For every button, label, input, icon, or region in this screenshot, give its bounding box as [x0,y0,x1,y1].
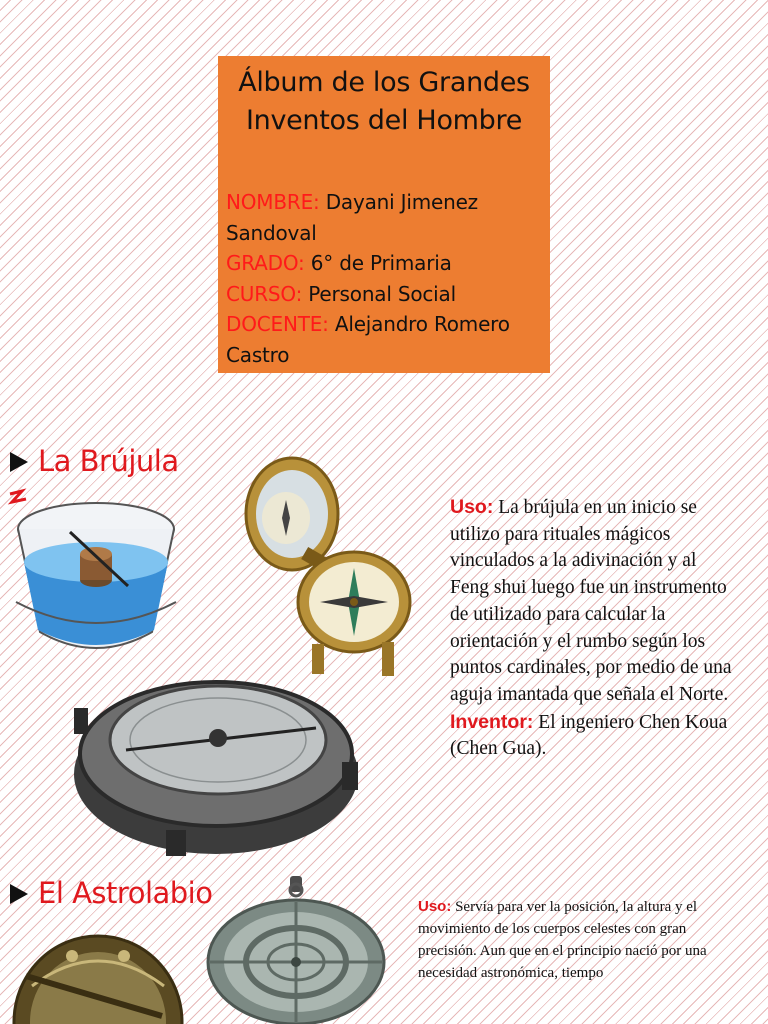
field-value: Alejandro Romero Castro [226,312,510,367]
field-value: Dayani Jimenez Sandoval [226,190,478,245]
antique-compass-image [70,662,362,860]
field-value: 6° de Primaria [304,251,452,275]
astrolabe-image-left [12,916,184,1024]
uso-text: La brújula en un inicio se utilizo para rituales mágicos vinculados a la adivinación y al Feng shui luego fue un instrumento de utilizado para calcular la orientación y el rumbo según los puntos cardinales, por medio de una aguja imantada que señala el Norte. [450,497,732,705]
bullet-arrow-icon [10,884,28,904]
brujula-description [450,494,740,763]
album-title [226,64,542,140]
title-line-1: Álbum de los Grandes [238,67,530,98]
field-grado [226,248,542,279]
bullet-arrow-icon [10,452,28,472]
section-title: La Brújula [38,444,179,478]
title-box [218,56,550,373]
uso-label: Uso: [418,898,452,915]
title-line-2: Inventos del Hombre [245,105,523,136]
section-heading-astrolabio [10,876,212,910]
brass-compass-image [242,456,412,682]
inventor-text: El ingeniero Chen Koua (Chen Gua). [450,711,728,760]
inventor-label: Inventor: [450,710,534,733]
field-value: Personal Social [302,281,456,306]
field-nombre [226,187,542,248]
n-mark-icon [10,491,26,502]
water-compass-image [4,484,186,664]
uso-label: Uso: [450,496,494,518]
field-label: GRADO: [226,251,305,275]
section-title: El Astrolabio [38,876,213,910]
uso-text: Servía para ver la posición, la altura y el movimiento de los cuerpos celestes con gran precisión. Aun que en el principio nació por una necesidad astronómica, tiempo [418,899,707,981]
section-heading-brujula [10,444,179,478]
field-docente [226,309,542,370]
astrolabio-description [418,896,708,984]
field-label: NOMBRE: [226,190,320,214]
astrolabe-image-right [206,876,386,1024]
field-label: DOCENTE: [226,312,329,336]
field-curso [226,279,542,310]
field-label: CURSO: [226,281,303,306]
student-info [226,187,542,370]
